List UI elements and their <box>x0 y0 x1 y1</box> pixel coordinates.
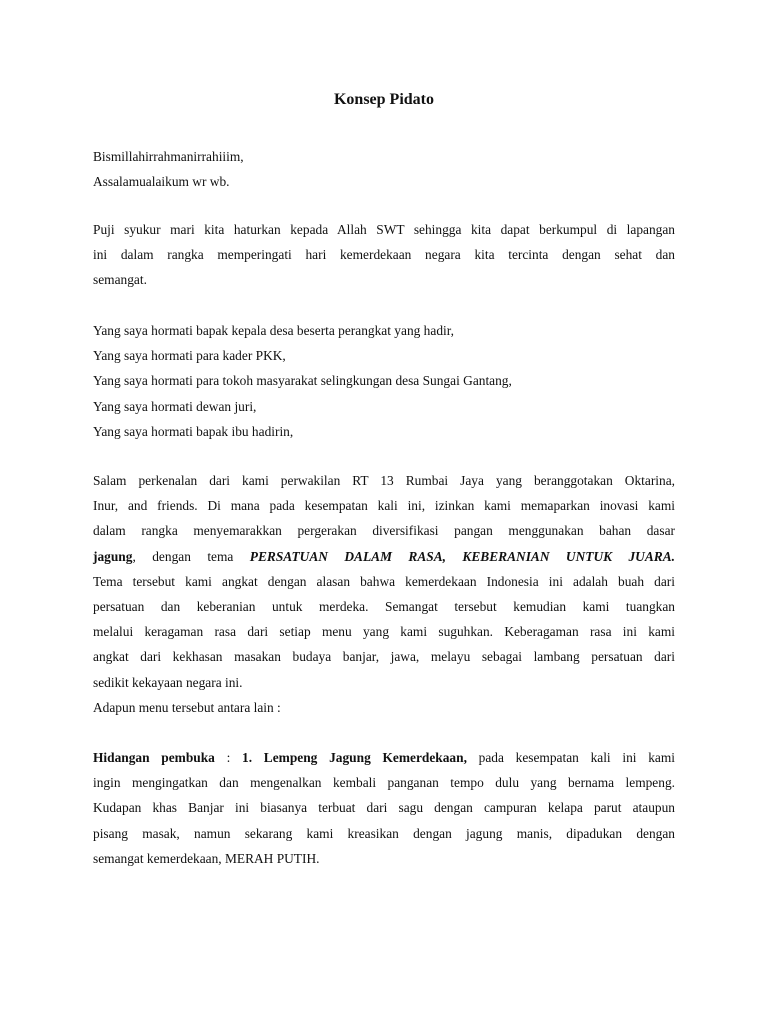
theme-line <box>93 544 675 569</box>
salutation-line: Yang saya hormati para tokoh masyarakat selingkungan desa Sungai Gantang, <box>93 373 512 389</box>
body-paragraph <box>93 468 675 720</box>
intro-paragraph <box>93 217 675 293</box>
salutation-line: Yang saya hormati dewan juri, <box>93 398 257 414</box>
salutation-line: Yang saya hormati para kader PKK, <box>93 348 286 364</box>
body-line: Inur, and friends. Di mana pada kesempatan kali ini, izinkan kami memaparkan inovasi kami <box>93 498 675 514</box>
greeting-line: Bismillahirrahmanirrahiiim, <box>93 149 244 164</box>
body-line: melalui keragaman rasa dari setiap menu yang kami suguhkan. Keberagaman rasa ini kami <box>93 624 675 640</box>
keyword-jagung: jagung <box>93 548 133 564</box>
salutation-line: Yang saya hormati bapak ibu hadirin, <box>93 423 294 439</box>
appetizer-line: pisang masak, namun sekarang kami kreasikan dengan jagung manis, dipadukan dengan <box>93 825 675 841</box>
appetizer-item: 1. Lempeng Jagung Kemerdekaan, <box>242 750 467 765</box>
appetizer-line: Kudapan khas Banjar ini biasanya terbuat dari sagu dengan campuran kelapa parut ataupun <box>93 800 675 816</box>
intro-line: semangat. <box>93 272 147 288</box>
document-title: Konsep Pidato <box>333 91 434 108</box>
theme-text: PERSATUAN DALAM RASA, KEBERANIAN UNTUK JUARA. <box>249 548 675 564</box>
appetizer-line: semangat kemerdekaan, MERAH PUTIH. <box>93 850 320 866</box>
greeting-line: Assalamualaikum wr wb. <box>93 174 230 190</box>
intro-line: Puji syukur mari kita haturkan kepada Allah SWT sehingga kita dapat berkumpul di lapangan <box>93 222 675 237</box>
body-line: Adapun menu tersebut antara lain : <box>93 699 281 715</box>
body-line: sedikit kekayaan negara ini. <box>93 674 243 690</box>
greeting-block <box>93 144 675 194</box>
body-line: persatuan dan keberanian untuk merdeka. Semangat tersebut kemudian kami tuangkan <box>93 599 675 615</box>
body-line: Tema tersebut kami angkat dengan alasan bahwa kemerdekaan Indonesia ini adalah buah dari <box>93 573 675 589</box>
appetizer-text: pada kesempatan kali ini kami <box>466 750 676 765</box>
salutation-list <box>93 318 675 444</box>
appetizer-line: ingin mengingatkan dan mengenalkan kembali panganan tempo dulu yang bernama lempeng. <box>93 775 675 791</box>
appetizer-paragraph <box>93 745 675 871</box>
appetizer-separator: : <box>214 750 243 765</box>
salutation-line: Yang saya hormati bapak kepala desa beserta perangkat yang hadir, <box>93 323 455 338</box>
appetizer-heading-line <box>93 745 675 770</box>
intro-line: ini dalam rangka memperingati hari kemerdekaan negara kita tercinta dengan sehat dan <box>93 247 675 263</box>
appetizer-label: Hidangan pembuka <box>93 750 215 765</box>
body-line: dalam rangka menyemarakkan pergerakan diversifikasi pangan menggunakan bahan dasar <box>93 523 675 539</box>
body-line: angkat dari kekhasan masakan budaya banjar, jawa, melayu sebagai lambang persatuan dari <box>93 649 675 665</box>
theme-intro-text: , dengan tema <box>132 548 250 564</box>
body-line: Salam perkenalan dari kami perwakilan RT 13 Rumbai Jaya yang beranggotakan Oktarina, <box>93 473 675 488</box>
